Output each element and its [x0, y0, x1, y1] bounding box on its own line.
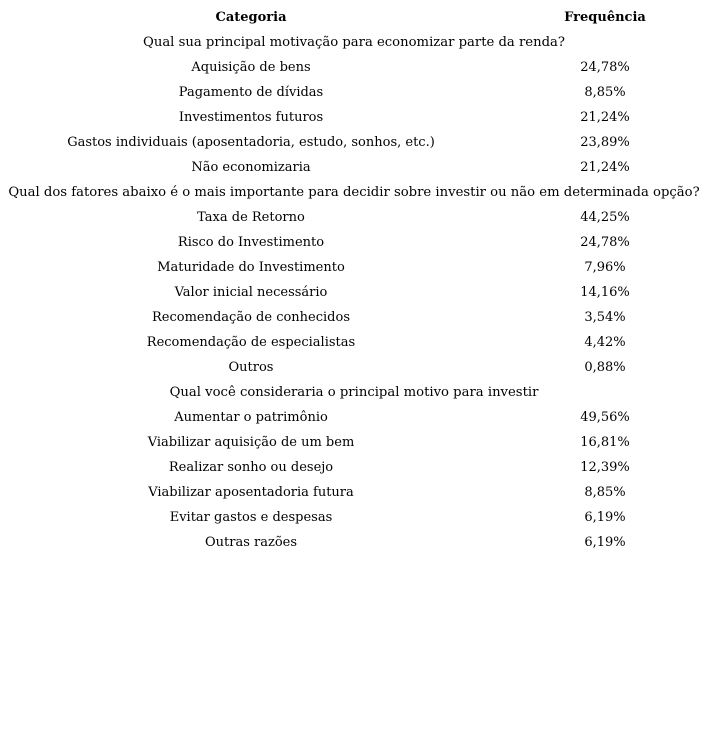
- section-question: Qual sua principal motivação para economizar parte da renda?: [143, 35, 565, 50]
- section-question: Qual dos fatores abaixo é o mais importante para decidir sobre investir ou não em determinada opção?: [8, 185, 700, 200]
- row-category: Recomendação de especialistas: [146, 335, 356, 350]
- row-category: Aquisição de bens: [191, 60, 311, 75]
- table-row: [0, 130, 708, 155]
- table-row: [0, 230, 708, 255]
- row-category: Outros: [228, 360, 274, 375]
- row-category: Realizar sonho ou desejo: [168, 460, 334, 475]
- table-row: [0, 430, 708, 455]
- table-row: [0, 105, 708, 130]
- row-category: Aumentar o patrimônio: [174, 410, 328, 425]
- table-row: [0, 305, 708, 330]
- header-frequency: Frequência: [564, 10, 646, 25]
- row-category: Não economizaria: [191, 160, 311, 175]
- row-frequency: 21,24%: [580, 160, 630, 175]
- row-category: Recomendação de conhecidos: [152, 310, 350, 325]
- row-frequency: 12,39%: [580, 460, 630, 475]
- frequency-table: [0, 5, 708, 555]
- row-category: Viabilizar aposentadoria futura: [148, 485, 354, 500]
- row-frequency: 8,85%: [584, 85, 626, 100]
- row-frequency: 4,42%: [584, 335, 626, 350]
- table-row: [0, 455, 708, 480]
- row-frequency: 8,85%: [584, 485, 626, 500]
- table-row: [0, 505, 708, 530]
- row-category: Valor inicial necessário: [174, 285, 328, 300]
- table-row: [0, 55, 708, 80]
- row-frequency: 0,88%: [584, 360, 626, 375]
- section-question-row: [0, 180, 708, 205]
- row-frequency: 49,56%: [580, 410, 630, 425]
- row-category: Taxa de Retorno: [197, 210, 305, 225]
- row-frequency: 14,16%: [580, 285, 630, 300]
- header-row: [0, 5, 708, 30]
- table-row: [0, 480, 708, 505]
- row-category: Evitar gastos e despesas: [169, 510, 333, 525]
- table-row: [0, 155, 708, 180]
- row-frequency: 23,89%: [580, 135, 630, 150]
- table-row: [0, 405, 708, 430]
- row-frequency: 16,81%: [580, 435, 630, 450]
- table-row: [0, 280, 708, 305]
- row-frequency: 7,96%: [584, 260, 626, 275]
- row-category: Maturidade do Investimento: [157, 260, 345, 275]
- section-question: Qual você consideraria o principal motivo para investir: [169, 385, 539, 400]
- table-row: [0, 80, 708, 105]
- section-question-row: [0, 30, 708, 55]
- row-frequency: 3,54%: [584, 310, 626, 325]
- row-frequency: 24,78%: [580, 60, 630, 75]
- table-row: [0, 255, 708, 280]
- row-frequency: 24,78%: [580, 235, 630, 250]
- row-category: Viabilizar aquisição de um bem: [147, 435, 355, 450]
- section-question-row: [0, 380, 708, 405]
- row-frequency: 6,19%: [584, 535, 626, 550]
- row-category: Gastos individuais (aposentadoria, estudo, sonhos, etc.): [67, 135, 435, 150]
- row-category: Outras razões: [204, 535, 298, 550]
- row-category: Pagamento de dívidas: [178, 85, 324, 100]
- header-category: Categoria: [215, 10, 287, 25]
- row-frequency: 21,24%: [580, 110, 630, 125]
- row-category: Investimentos futuros: [178, 110, 324, 125]
- table-row: [0, 355, 708, 380]
- table-row: [0, 330, 708, 355]
- row-frequency: 44,25%: [580, 210, 630, 225]
- table-row: [0, 205, 708, 230]
- row-category: Risco do Investimento: [177, 235, 325, 250]
- row-frequency: 6,19%: [584, 510, 626, 525]
- table-row: [0, 530, 708, 555]
